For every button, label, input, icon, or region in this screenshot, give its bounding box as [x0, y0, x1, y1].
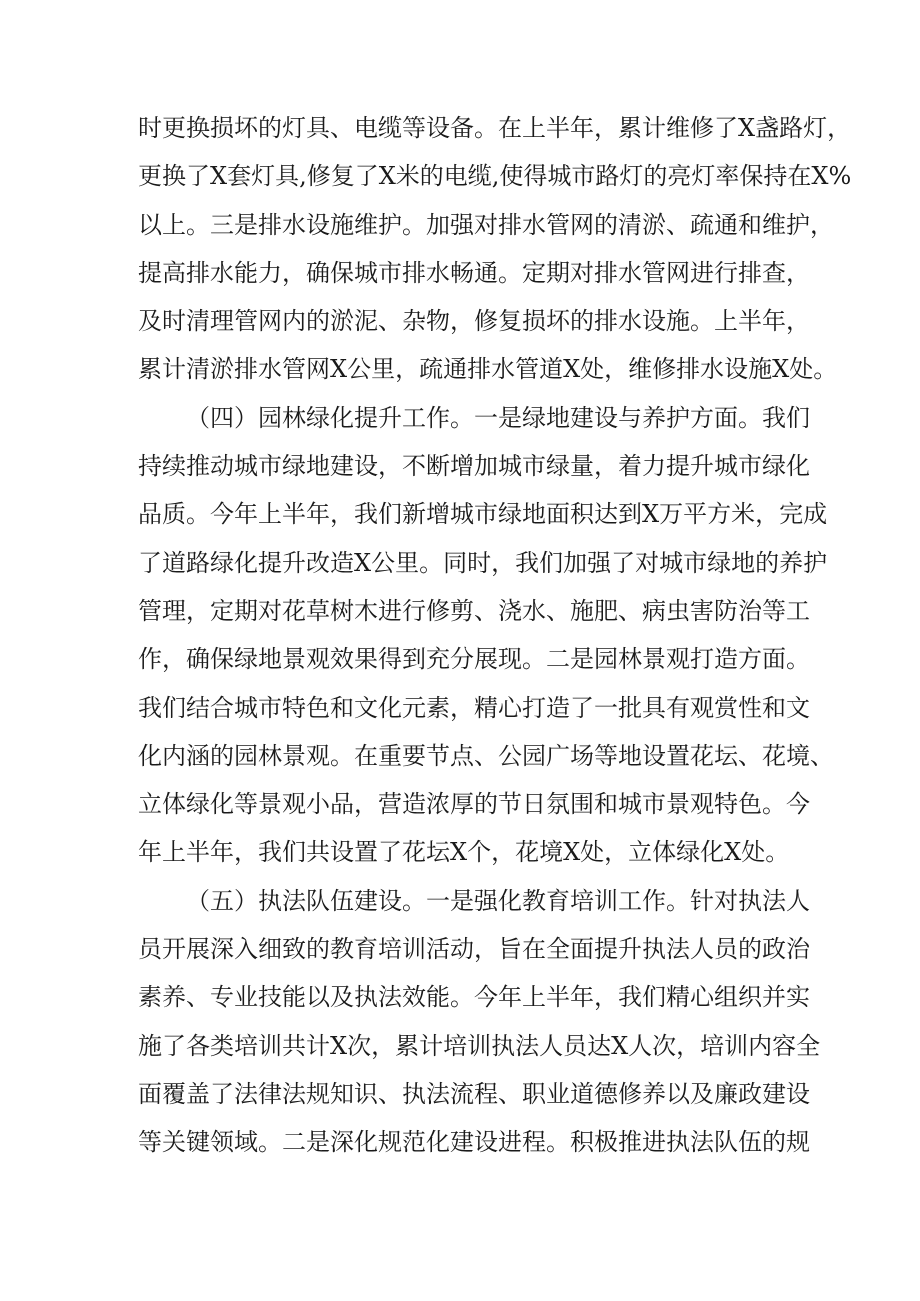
- text-line: 时更换损坏的灯具、电缆等设备。在上半年，累计维修了X盏路灯，: [138, 114, 852, 142]
- text-line: 员开展深入细致的教育培训活动，旨在全面提升执法人员的政治: [138, 935, 810, 964]
- text-line: 了道路绿化提升改造X公里。同时，我们加强了对城市绿地的养护: [138, 548, 828, 577]
- section-heading-line: （四）园林绿化提升工作。一是绿地建设与养护方面。我们: [186, 403, 810, 432]
- text-line: 更换了X套灯具,修复了X米的电缆,使得城市路灯的亮灯率保持在X%: [138, 162, 852, 191]
- text-line: 持续推动城市绿地建设，不断增加城市绿量，着力提升城市绿化: [138, 452, 810, 481]
- text-line: 立体绿化等景观小品，营造浓厚的节日氛围和城市景观特色。今: [138, 790, 810, 819]
- text-line: 及时清理管网内的淤泥、杂物，修复损坏的排水设施。上半年，: [138, 307, 810, 336]
- body-text: [138, 104, 852, 1167]
- text-line: 管理，定期对花草树木进行修剪、浇水、施肥、病虫害防治等工: [138, 596, 810, 625]
- section-heading-line: （五）执法队伍建设。一是强化教育培训工作。针对执法人: [186, 886, 810, 915]
- text-line: 我们结合城市特色和文化元素，精心打造了一批具有观赏性和文: [138, 693, 810, 722]
- text-line: 品质。今年上半年，我们新增城市绿地面积达到X万平方米，完成: [138, 500, 828, 529]
- text-line: 提高排水能力，确保城市排水畅通。定期对排水管网进行排查，: [138, 258, 810, 287]
- text-line: 累计清淤排水管网X公里，疏通排水管道X处，维修排水设施X处。: [138, 355, 838, 384]
- text-line: 化内涵的园林景观。在重要节点、公园广场等地设置花坛、花境、: [138, 741, 834, 770]
- text-line: 作，确保绿地景观效果得到充分展现。二是园林景观打造方面。: [138, 645, 810, 674]
- text-line: 施了各类培训共计X次，累计培训执法人员达X人次，培训内容全: [138, 1031, 821, 1060]
- text-line: 年上半年，我们共设置了花坛X个，花境X处，立体绿化X处。: [138, 838, 790, 867]
- text-line: 等关键领域。二是深化规范化建设进程。积极推进执法队伍的规: [138, 1128, 810, 1157]
- text-line: 素养、专业技能以及执法效能。今年上半年，我们精心组织并实: [138, 983, 810, 1012]
- text-line: 以上。三是排水设施维护。加强对排水管网的清淤、疏通和维护，: [138, 210, 834, 239]
- text-line: 面覆盖了法律法规知识、执法流程、职业道德修养以及廉政建设: [138, 1079, 810, 1108]
